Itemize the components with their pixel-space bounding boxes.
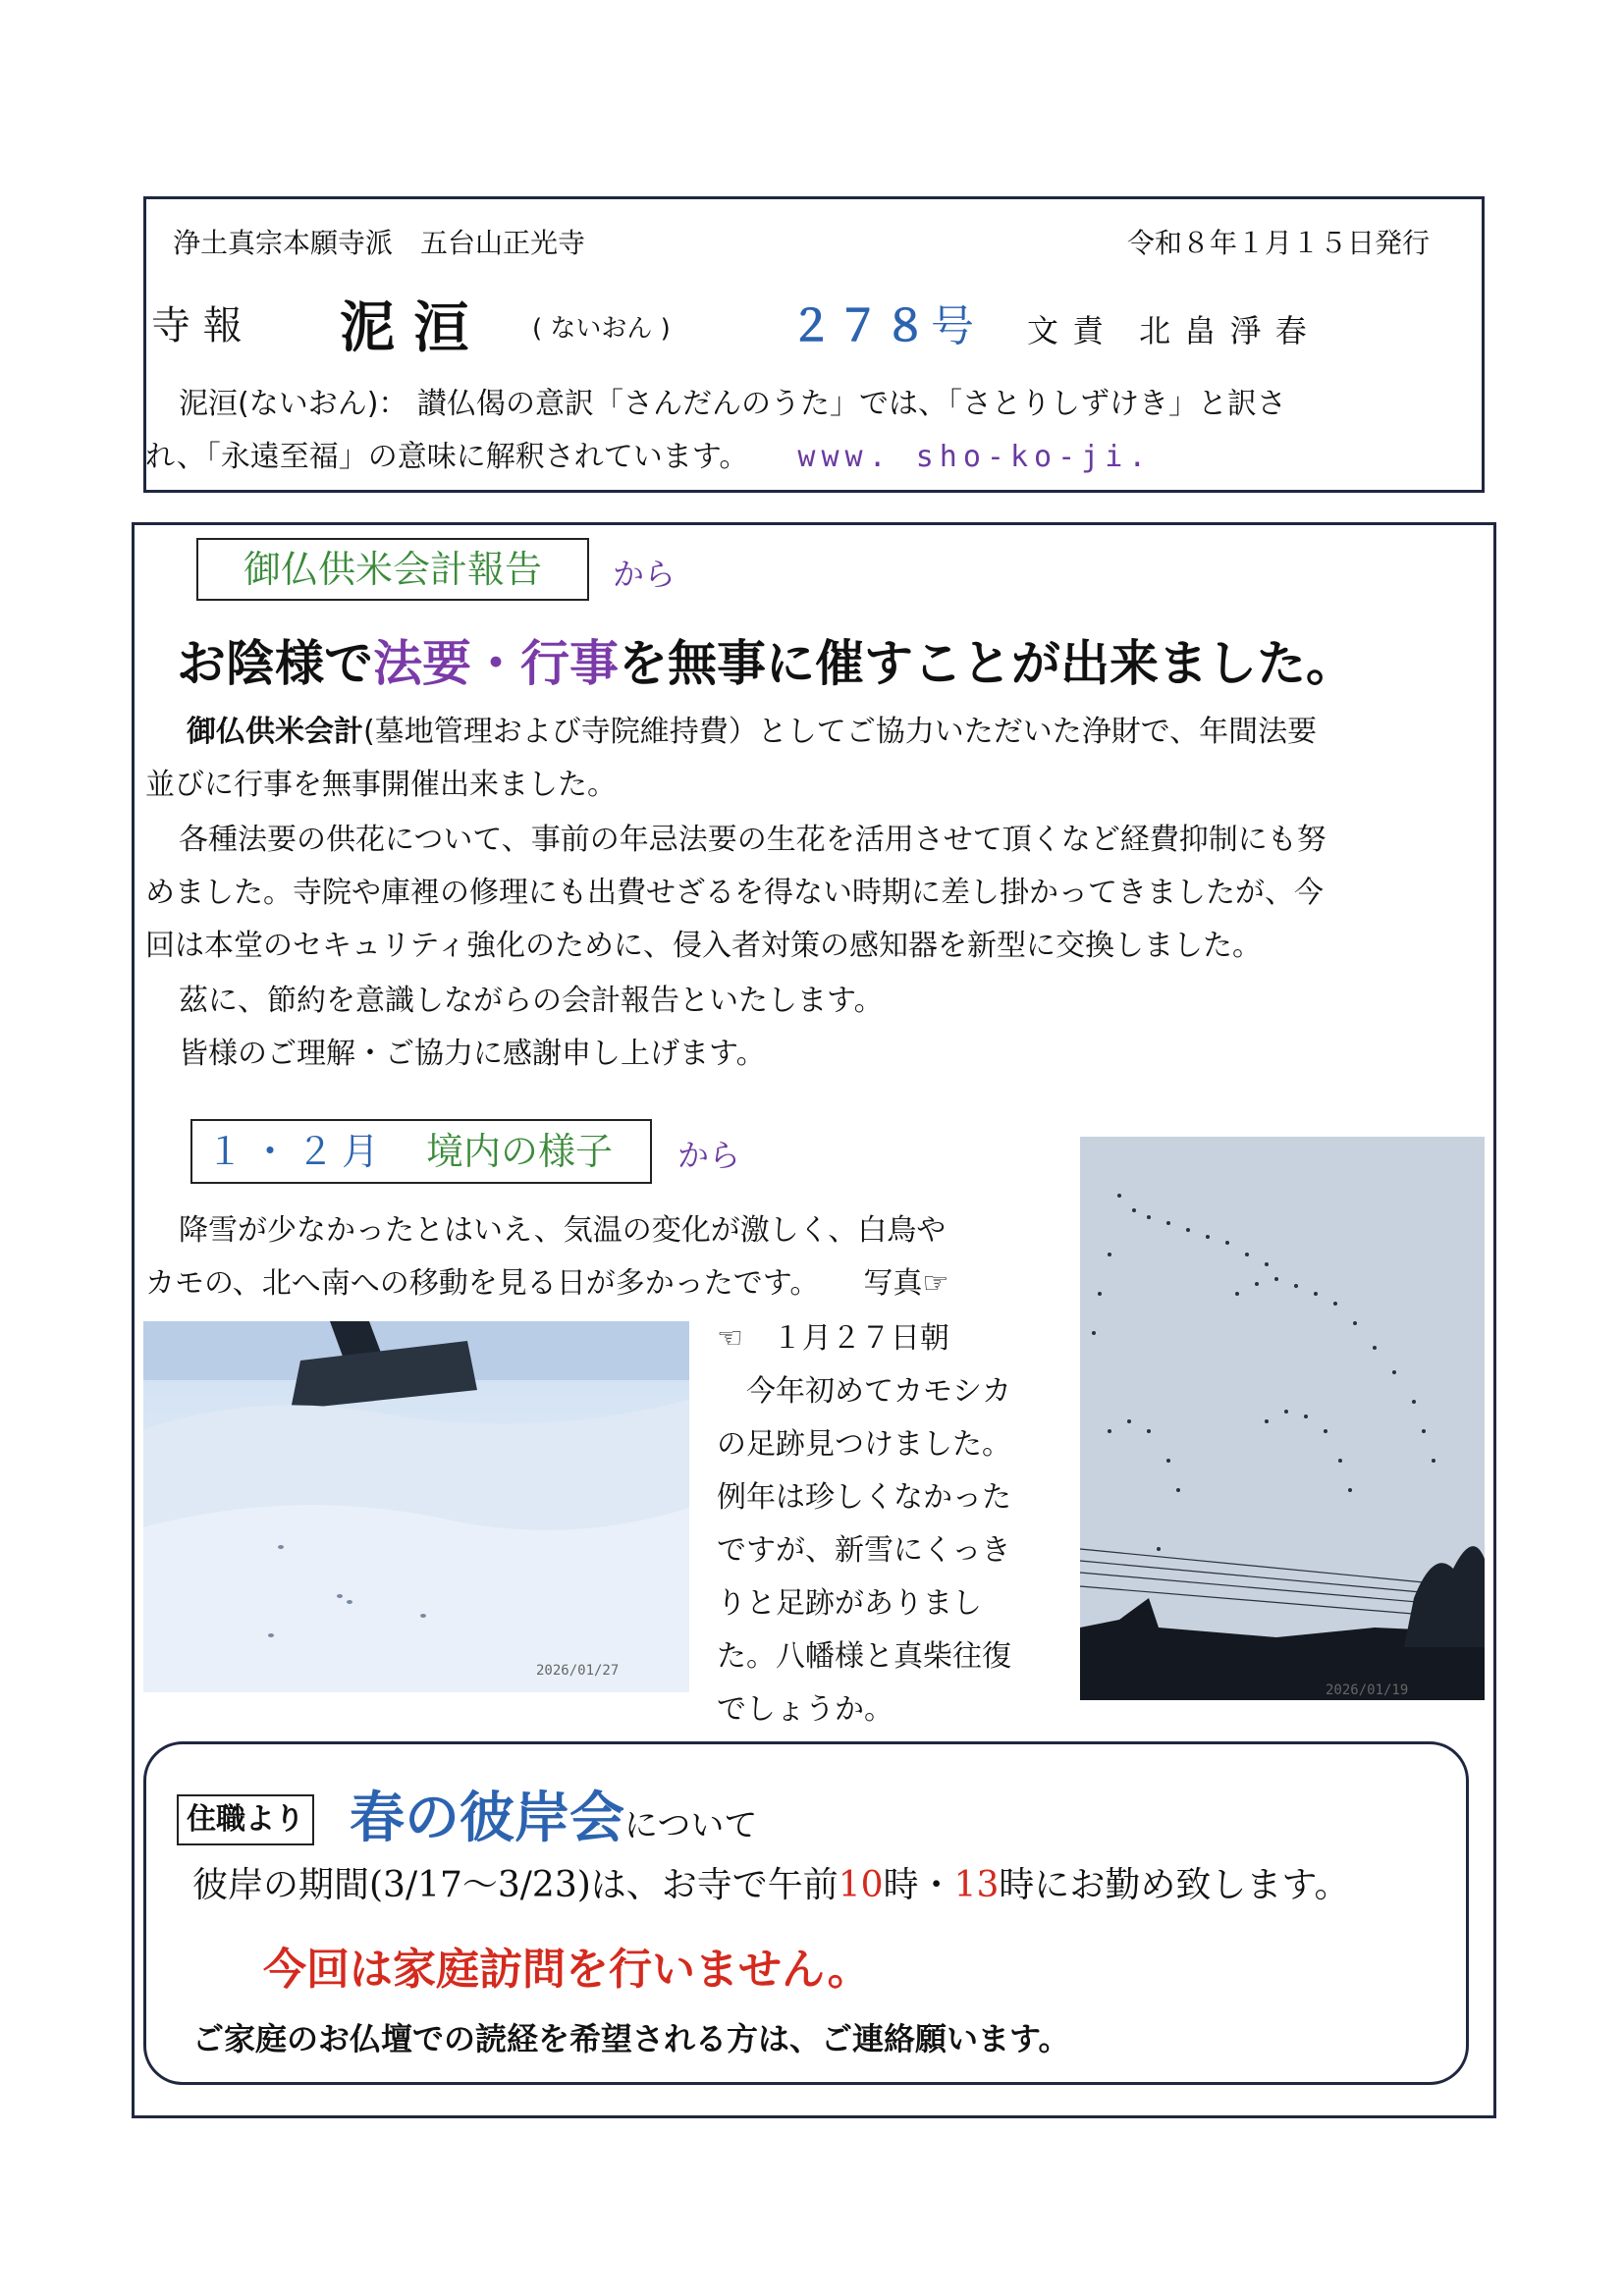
- photo-caption-heading: ☜ １月２７日朝: [717, 1321, 949, 1356]
- photo-caption-4: ですが、新雪にくっき: [717, 1533, 1011, 1568]
- notice-no-home-visits: 今回は家庭訪問を行いません。: [263, 1945, 871, 1995]
- photo-2-date-stamp: 2026/01/19: [1326, 1682, 1409, 1698]
- photo-caption-7: でしょうか。: [717, 1692, 893, 1727]
- paragraph-1-line-2: 並びに行事を無事開催出来ました。: [145, 768, 617, 802]
- notice-tag: 住職より: [177, 1794, 314, 1845]
- title-description-1: 泥洹(ないおん)： 讃仏偈の意訳「さんだんのうた」では、「さとりしずけき」と訳さ: [179, 387, 1286, 421]
- paragraph-2-line-1: 各種法要の供花について、事前の年忌法要の生花を活用させて頂くなど経費抑制にも努: [179, 823, 1326, 857]
- section-heading-accounting: 御仏供米会計報告: [196, 538, 589, 601]
- photo-caption-3: 例年は珍しくなかった: [717, 1480, 1011, 1515]
- photo-1-date-stamp: 2026/01/27: [536, 1663, 620, 1679]
- section-headline: お陰様で法要・行事を無事に催すことが出来ました。: [177, 634, 1355, 692]
- section-from-label-2: から: [677, 1137, 741, 1174]
- paragraph-2-line-3: 回は本堂のセキュリティ強化のために、侵入者対策の感知器を新型に交換しました。: [145, 929, 1262, 963]
- section-from-label: から: [613, 556, 677, 593]
- migrating-birds-image: [1080, 1137, 1485, 1700]
- photo-caption-6: た。八幡様と真柴往復: [717, 1639, 1011, 1674]
- photo-caption-2: の足跡見つけました。: [717, 1427, 1011, 1462]
- section-heading-grounds: １・２月 境内の様子: [190, 1119, 652, 1184]
- grounds-text-line-2: カモの、北へ南への移動を見る日が多かったです。 写真☞: [145, 1266, 949, 1301]
- masthead-label: 寺 報: [151, 303, 243, 348]
- photo-caption-5: りと足跡がありまし: [717, 1586, 982, 1621]
- issue-date: 令和８年１月１５日発行: [1127, 227, 1431, 259]
- newsletter-title: 泥 洹: [340, 295, 469, 360]
- paragraph-2-line-2: めました。寺院や庫裡の修理にも出費せざるを得ない時期に差し掛かってきましたが、今: [145, 876, 1324, 910]
- editor-credit: 文 責 北 畠 淨 春: [1027, 312, 1309, 349]
- title-description-2: れ、「永遠至福」の意味に解釈されています。 www. sho-ko-ji.: [145, 440, 1153, 474]
- notice-schedule: 彼岸の期間(3/17～3/23)は、お寺で午前10時・13時にお勤め致します。: [192, 1865, 1350, 1905]
- paragraph-4: 皆様のご理解・ご協力に感謝申し上げます。: [179, 1037, 766, 1071]
- sect-name: 浄土真宗本願寺派 五台山正光寺: [173, 227, 586, 259]
- issue-number: ２７８号: [789, 301, 978, 351]
- migrating-birds-photo: [1080, 1137, 1485, 1700]
- title-reading: ( ないおん ): [532, 314, 671, 344]
- notice-contact: ご家庭のお仏壇での読経を希望される方は、ご連絡願います。: [192, 2020, 1070, 2057]
- notice-title: 春の彼岸会について: [350, 1786, 758, 1850]
- grounds-text-line-1: 降雪が少なかったとはいえ、気温の変化が激しく、白鳥や: [179, 1213, 947, 1248]
- snow-footprints-image: [143, 1321, 689, 1692]
- paragraph-1-line-1: 御仏供米会計(墓地管理および寺院維持費）としてご協力いただいた浄財で、年間法要: [187, 715, 1318, 749]
- snow-footprints-photo: [143, 1321, 689, 1692]
- paragraph-3: 茲に、節約を意識しながらの会計報告といたします。: [179, 984, 884, 1018]
- photo-caption-1: 今年初めてカモシカ: [746, 1374, 1011, 1409]
- website-link[interactable]: www. sho-ko-ji.: [797, 440, 1153, 474]
